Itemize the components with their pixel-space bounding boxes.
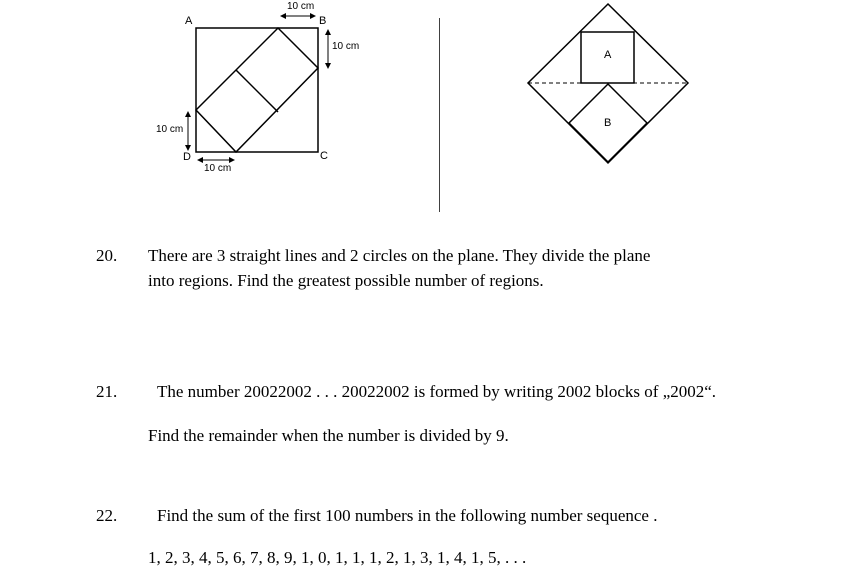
inner-divider [236, 70, 278, 112]
question-20-line-2: into regions. Find the greatest possible number of regions. [148, 271, 544, 290]
question-21-line-2: Find the remainder when the number is divided by 9. [148, 426, 509, 445]
diamond-diagram [520, 0, 700, 170]
question-20-number: 20. [96, 246, 118, 265]
question-21-line-1: The number 20022002 . . . 20022002 is formed by writing 2002 blocks of „2002“. [157, 382, 717, 401]
square-a-label: A [604, 49, 612, 61]
question-20-line-1: There are 3 straight lines and 2 circles on the plane. They divide the plane [148, 246, 651, 265]
vertex-label-c: C [320, 150, 328, 162]
question-22-line-2: 1, 2, 3, 4, 5, 6, 7, 8, 9, 1, 0, 1, 1, 1, 2, 1, 3, 1, 4, 1, 5, . . . [148, 548, 527, 567]
dim-label-left: 10 cm [156, 124, 184, 135]
dim-label-top: 10 cm [287, 1, 315, 12]
dim-label-bottom: 10 cm [204, 163, 232, 174]
dim-label-right: 10 cm [332, 41, 360, 52]
question-21-number: 21. [96, 382, 118, 401]
square-b-label: B [604, 117, 612, 129]
question-22-line-1: Find the sum of the first 100 numbers in the following number sequence . [157, 506, 658, 525]
question-22-number: 22. [96, 506, 118, 525]
vertex-label-b: B [319, 15, 327, 27]
square-diagram [0, 0, 440, 220]
vertex-label-a: A [185, 15, 193, 27]
vertex-label-d: D [183, 151, 191, 163]
